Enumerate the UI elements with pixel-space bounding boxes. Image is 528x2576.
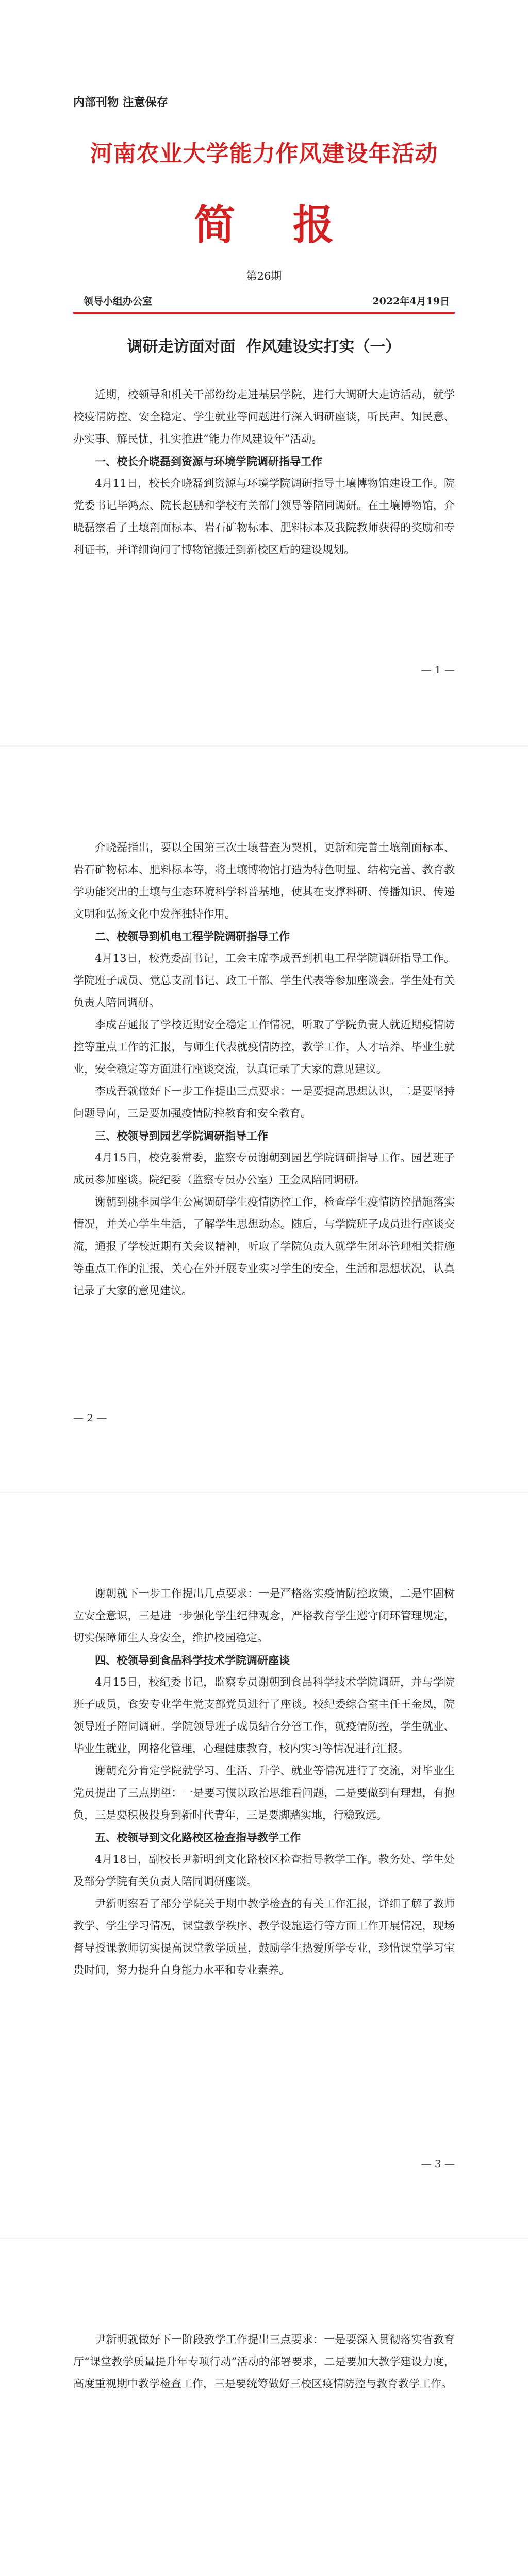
section-5-heading: 五、校领导到文化路校区检查指导教学工作 [95, 1831, 301, 1844]
section-3-paragraph-1: 4月15日，校党委常委，监察专员谢朝到园艺学院调研指导工作。园艺班子成员参加座谈。院纪委（监察专员办公室）王金凤陪同调研。 [73, 1151, 455, 1186]
intro-paragraph: 近期，校领导和机关干部纷纷走进基层学院，进行大调研大走访活动，就学校疫情防控、安全稳定、学生就业等问题进行深入调研座谈，听民声、知民意、办实事、解民忧，扎实推进“能力作风建设年”活动。 [73, 388, 455, 445]
office-label: 领导小组办公室 [84, 296, 153, 307]
issue-number: 第26期 [246, 270, 282, 282]
section-2-paragraph-2: 李成吾通报了学校近期安全稳定工作情况，听取了学院负责人就近期疫情防控等重点工作的汇报，与师生代表就疫情防控，教学工作，人才培养、毕业生就业，安全稳定等方面进行座谈交流，认真记录了大家的意见建议。 [73, 1019, 455, 1075]
org-title: 河南农业大学能力作风建设年活动 [90, 141, 438, 167]
section-5-paragraph-3: 尹新明就做好下一阶段教学工作提出三点要求：一是要深入贯彻落实省教育厅“课堂教学质量提升年专项行动”活动的部署要求，二是要加大教学建设力度，高度重视期中教学检查工作，三是要统筹做好三校区疫情防控与教育教学工作。 [73, 2333, 455, 2390]
section-2-paragraph-3: 李成吾就做好下一步工作提出三点要求：一是要提高思想认识，二是要坚持问题导向，三是要加强疫情防控教育和安全教育。 [73, 1085, 455, 1120]
section-1-paragraph-2: 介晓磊指出，要以全国第三次土壤普查为契机，更新和完善土壤剖面标本、岩石矿物标本、肥料标本等，将土壤博物馆打造为特色明显、结构完善、教育教学功能突出的土壤与生态环境科学科普基地，使其在支撑科研、传播知识、传递文明和弘扬文化中发挥独特作用。 [73, 841, 455, 920]
header-red-rule [73, 312, 455, 314]
page-number: — 3 — [421, 2158, 455, 2170]
page-number: — 2 — [73, 1412, 107, 1424]
section-4-paragraph-2: 谢朝充分肯定学院就学习、生活、升学、就业等情况进行了交流，对毕业生党员提出了三点期望：一是要习惯以政治思维看问题，二是要做到有理想，有抱负，三是要积极投身到新时代青年，三是要脚踏实地，行稳致远。 [73, 1765, 455, 1821]
section-4-paragraph-1: 4月15日，校纪委书记，监察专员谢朝到食品科学技术学院调研，并与学院班子成员，食安专业学生党支部党员进行了座谈。校纪委综合室主任王金凤，院领导班子陪同调研。学院领导班子成员结合分管工作，就疫情防控，学生就业、毕业生就业，网格化管理，心理健康教育，校内实习等情况进行汇报。 [73, 1676, 455, 1755]
classification-label: 内部刊物 注意保存 [73, 96, 168, 109]
headline: 调研走访面对面 作风建设实打实（一） [127, 338, 401, 356]
page-3 [0, 1492, 528, 2238]
section-3-paragraph-2: 谢朝到桃李园学生公寓调研学生疫情防控工作，检查学生疫情防控措施落实情况，并关心学生生活，了解学生思想动态。随后，与学院班子成员进行座谈交流，通报了学校近期有关会议精神，听取了学院负责人就学生闭环管理相关措施等重点工作的汇报，关心在外开展专业实习学生的安全，生活和思想状况，认真记录了大家的意见建议。 [73, 1196, 455, 1297]
section-5-paragraph-2: 尹新明察看了部分学院关于期中教学检查的有关工作汇报，详细了解了教师教学、学生学习情况，课堂教学秩序、教学设施运行等方面工作开展情况，现场督导授课教师切实提高课堂教学质量，鼓励学生热爱所学专业，珍惜课堂学习宝贵时间，努力提升自身能力水平和专业素养。 [73, 1897, 455, 1976]
page-1 [0, 0, 528, 746]
page-number: — 1 — [421, 664, 455, 676]
section-4-heading: 四、校领导到食品科学技术学院调研座谈 [95, 1654, 290, 1667]
section-2-heading: 二、校领导到机电工程学院调研指导工作 [95, 930, 290, 943]
bulletin-title: 简 报 [194, 201, 334, 249]
page-2 [0, 746, 528, 1492]
section-3-heading: 三、校领导到园艺学院调研指导工作 [95, 1129, 268, 1142]
page-4 [0, 2238, 528, 2576]
section-3-paragraph-3: 谢朝就下一步工作提出几点要求：一是严格落实疫情防控政策，二是牢固树立安全意识，三是进一步强化学生纪律观念，严格教育学生遵守闭环管理规定，切实保障师生人身安全，维护校园稳定。 [73, 1587, 455, 1644]
section-1-heading: 一、校长介晓磊到资源与环境学院调研指导工作 [95, 455, 322, 468]
section-2-paragraph-1: 4月13日，校党委副书记，工会主席李成吾到机电工程学院调研指导工作。学院班子成员、党总支副书记、政工干部、学生代表等参加座谈会。学生处有关负责人陪同调研。 [73, 952, 455, 1009]
section-5-paragraph-1: 4月18日，副校长尹新明到文化路校区检查指导教学工作。教务处、学生处及部分学院有关负责人陪同调研座谈。 [73, 1853, 455, 1888]
section-1-paragraph-1: 4月11日，校长介晓磊到资源与环境学院调研指导土壤博物馆建设工作。院党委书记毕鸿杰、院长赵鹏和学校有关部门领导等陪同调研。在土壤博物馆，介晓磊察看了土壤剖面标本、岩石矿物标本、肥料标本及我院教师获得的奖励和专利证书，并详细询问了博物馆搬迁到新校区后的建设规划。 [73, 477, 455, 556]
issue-date: 2022年4月19日 [372, 296, 450, 307]
